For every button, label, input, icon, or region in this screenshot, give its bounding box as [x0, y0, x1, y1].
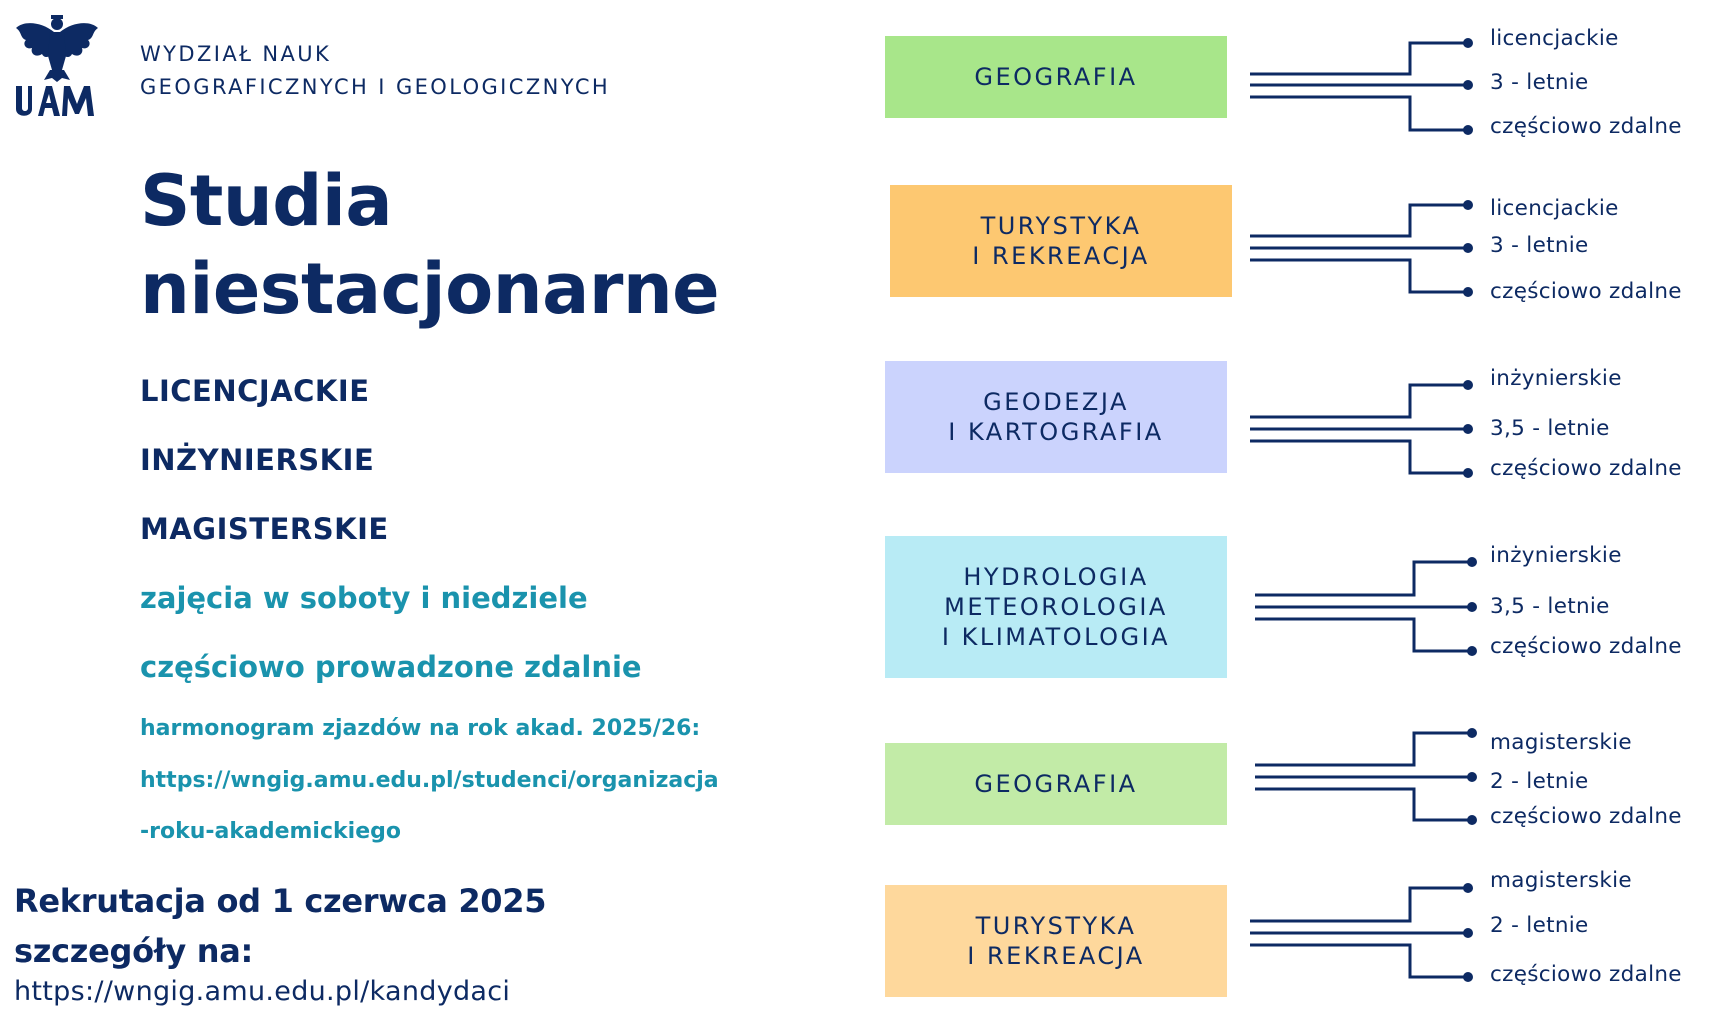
recruitment-link[interactable]: https://wngig.amu.edu.pl/kandydaci	[14, 976, 511, 1007]
title-line-2: niestacjonarne	[140, 248, 720, 330]
title-line-1: Studia	[140, 160, 393, 242]
option-degree: inżynierskie	[1490, 366, 1622, 391]
program-name: TURYSTYKA	[980, 212, 1142, 240]
recruitment-details-label: szczegóły na:	[14, 932, 254, 970]
program-name: METEOROLOGIA	[944, 593, 1168, 621]
option-degree: licencjackie	[1490, 196, 1619, 221]
branch-lines	[1250, 43, 1472, 977]
option-degree: licencjackie	[1490, 26, 1619, 51]
schedule-label: harmonogram zjazdów na rok akad. 2025/26:	[140, 716, 701, 741]
option-mode: częściowo zdalne	[1490, 634, 1682, 659]
schedule-link-part-1[interactable]: https://wngig.amu.edu.pl/studenci/organizacja	[140, 768, 719, 793]
schedule-link-part-2[interactable]: -roku-akademickiego	[140, 819, 401, 844]
level-master: MAGISTERSKIE	[140, 512, 389, 546]
option-mode: częściowo zdalne	[1490, 456, 1682, 481]
branch-dots	[1463, 38, 1477, 982]
option-degree: magisterskie	[1490, 730, 1632, 755]
level-engineer: INŻYNIERSKIE	[140, 443, 375, 477]
faculty-line-1: WYDZIAŁ NAUK	[140, 42, 332, 66]
program-name: GEOGRAFIA	[974, 63, 1138, 91]
program-name: TURYSTYKA	[975, 912, 1137, 940]
option-mode: częściowo zdalne	[1490, 804, 1682, 829]
option-duration: 3,5 - letnie	[1490, 416, 1610, 441]
program-name: I REKREACJA	[967, 942, 1145, 970]
option-degree: inżynierskie	[1490, 543, 1622, 568]
level-bachelor: LICENCJACKIE	[140, 374, 370, 408]
recruitment-date: Rekrutacja od 1 czerwca 2025	[14, 882, 547, 920]
option-mode: częściowo zdalne	[1490, 962, 1682, 987]
option-mode: częściowo zdalne	[1490, 114, 1682, 139]
faculty-line-2: GEOGRAFICZNYCH I GEOLOGICZNYCH	[140, 75, 611, 99]
option-duration: 3 - letnie	[1490, 233, 1589, 258]
program-name: I KARTOGRAFIA	[948, 418, 1164, 446]
program-name: HYDROLOGIA	[963, 563, 1149, 591]
weekend-classes: zajęcia w soboty i niedziele	[140, 581, 588, 615]
option-mode: częściowo zdalne	[1490, 279, 1682, 304]
program-name: GEODEZJA	[983, 388, 1129, 416]
option-duration: 3 - letnie	[1490, 70, 1589, 95]
program-name: I REKREACJA	[972, 242, 1150, 270]
program-name: I KLIMATOLOGIA	[941, 623, 1171, 651]
option-degree: magisterskie	[1490, 868, 1632, 893]
partly-remote: częściowo prowadzone zdalnie	[140, 650, 642, 684]
option-duration: 2 - letnie	[1490, 769, 1589, 794]
program-name: GEOGRAFIA	[974, 770, 1138, 798]
option-duration: 3,5 - letnie	[1490, 594, 1610, 619]
option-duration: 2 - letnie	[1490, 913, 1589, 938]
